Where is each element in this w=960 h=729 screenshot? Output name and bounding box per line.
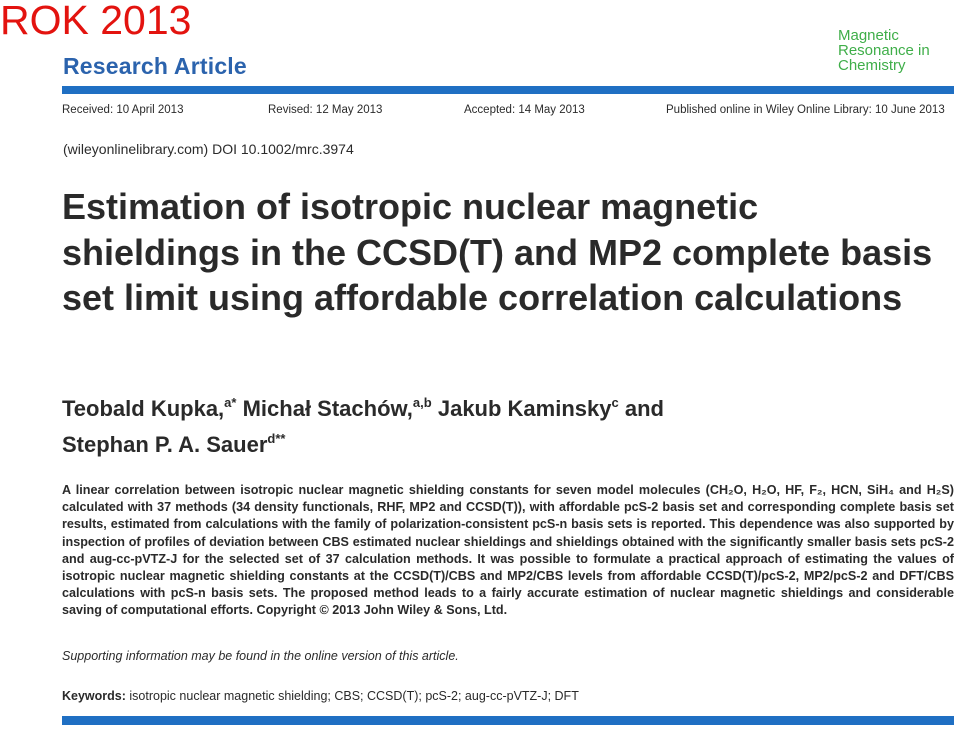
supporting-information: Supporting information may be found in the online version of this article. — [62, 649, 459, 663]
revised-date: Revised: 12 May 2013 — [268, 104, 383, 116]
author-name[interactable]: Michał Stachów, — [242, 396, 413, 421]
keywords-label: Keywords: — [62, 689, 126, 703]
journal-logo — [838, 28, 930, 73]
author-conjunction: and — [624, 396, 664, 421]
author-name[interactable]: Jakub Kaminsky — [437, 396, 612, 421]
keywords-list: isotropic nuclear magnetic shielding; CBS; CCSD(T); pcS-2; aug-cc-pVTZ-J; DFT — [129, 689, 579, 703]
author-affiliation: c — [611, 395, 619, 410]
author-name[interactable]: Teobald Kupka, — [62, 396, 225, 421]
journal-logo-line-3: Chemistry — [838, 57, 906, 74]
header-divider — [62, 86, 954, 94]
accepted-date: Accepted: 14 May 2013 — [464, 104, 585, 116]
author-affiliation: d** — [267, 431, 286, 446]
section-label: Research Article — [63, 53, 247, 79]
author-affiliation: a* — [224, 395, 237, 410]
footer-divider — [62, 716, 954, 725]
journal-logo-line-2: Resonance in — [838, 42, 930, 59]
author-name[interactable]: Stephan P. A. Sauer — [62, 432, 268, 457]
doi-line[interactable]: (wileyonlinelibrary.com) DOI 10.1002/mrc.3974 — [63, 141, 354, 157]
abstract: A linear correlation between isotropic nuclear magnetic shielding constants for seven model molecules (CH₂O, H₂O, HF, F₂, HCN, SiH₄ and H₂S) calculated with 37 methods (34 density functionals, RHF, MP2 and CCSD(T)), with affordable pcS-2 basis set and corresponding complete basis set results, estimated from calculations with the family of polarization-consistent pcS-n basis sets is reported. This dependence was also supported by inspection of profiles of deviation between CBS estimated nuclear shieldings and shieldings obtained with the significantly smaller basis sets pcS-2 and aug-cc-pVTZ-J for the selected set of 37 calculation methods. It was possible to formulate a practical approach of estimating the values of isotropic nuclear magnetic shielding constants at the CCSD(T)/CBS and MP2/CBS levels from affordable CCSD(T)/pcS-2, MP2/pcS-2 and DFT/CBS calculations with pcS-n basis sets. The proposed method leads to a fairly accurate estimation of nuclear magnetic shieldings and considerable saving of computational efforts. Copyright © 2013 John Wiley & Sons, Ltd. — [62, 483, 954, 618]
author-affiliation: a,b — [412, 395, 432, 410]
journal-logo-line-1: Magnetic — [838, 27, 899, 44]
article-title: Estimation of isotropic nuclear magnetic shieldings in the CCSD(T) and MP2 complete basis set limit using affordable correlation calculations — [62, 186, 933, 318]
author-list — [62, 388, 942, 460]
slide-label: ROK 2013 — [0, 0, 192, 43]
published-date: Published online in Wiley Online Library: 10 June 2013 — [666, 104, 945, 116]
keywords — [62, 689, 579, 703]
received-date: Received: 10 April 2013 — [62, 104, 184, 116]
